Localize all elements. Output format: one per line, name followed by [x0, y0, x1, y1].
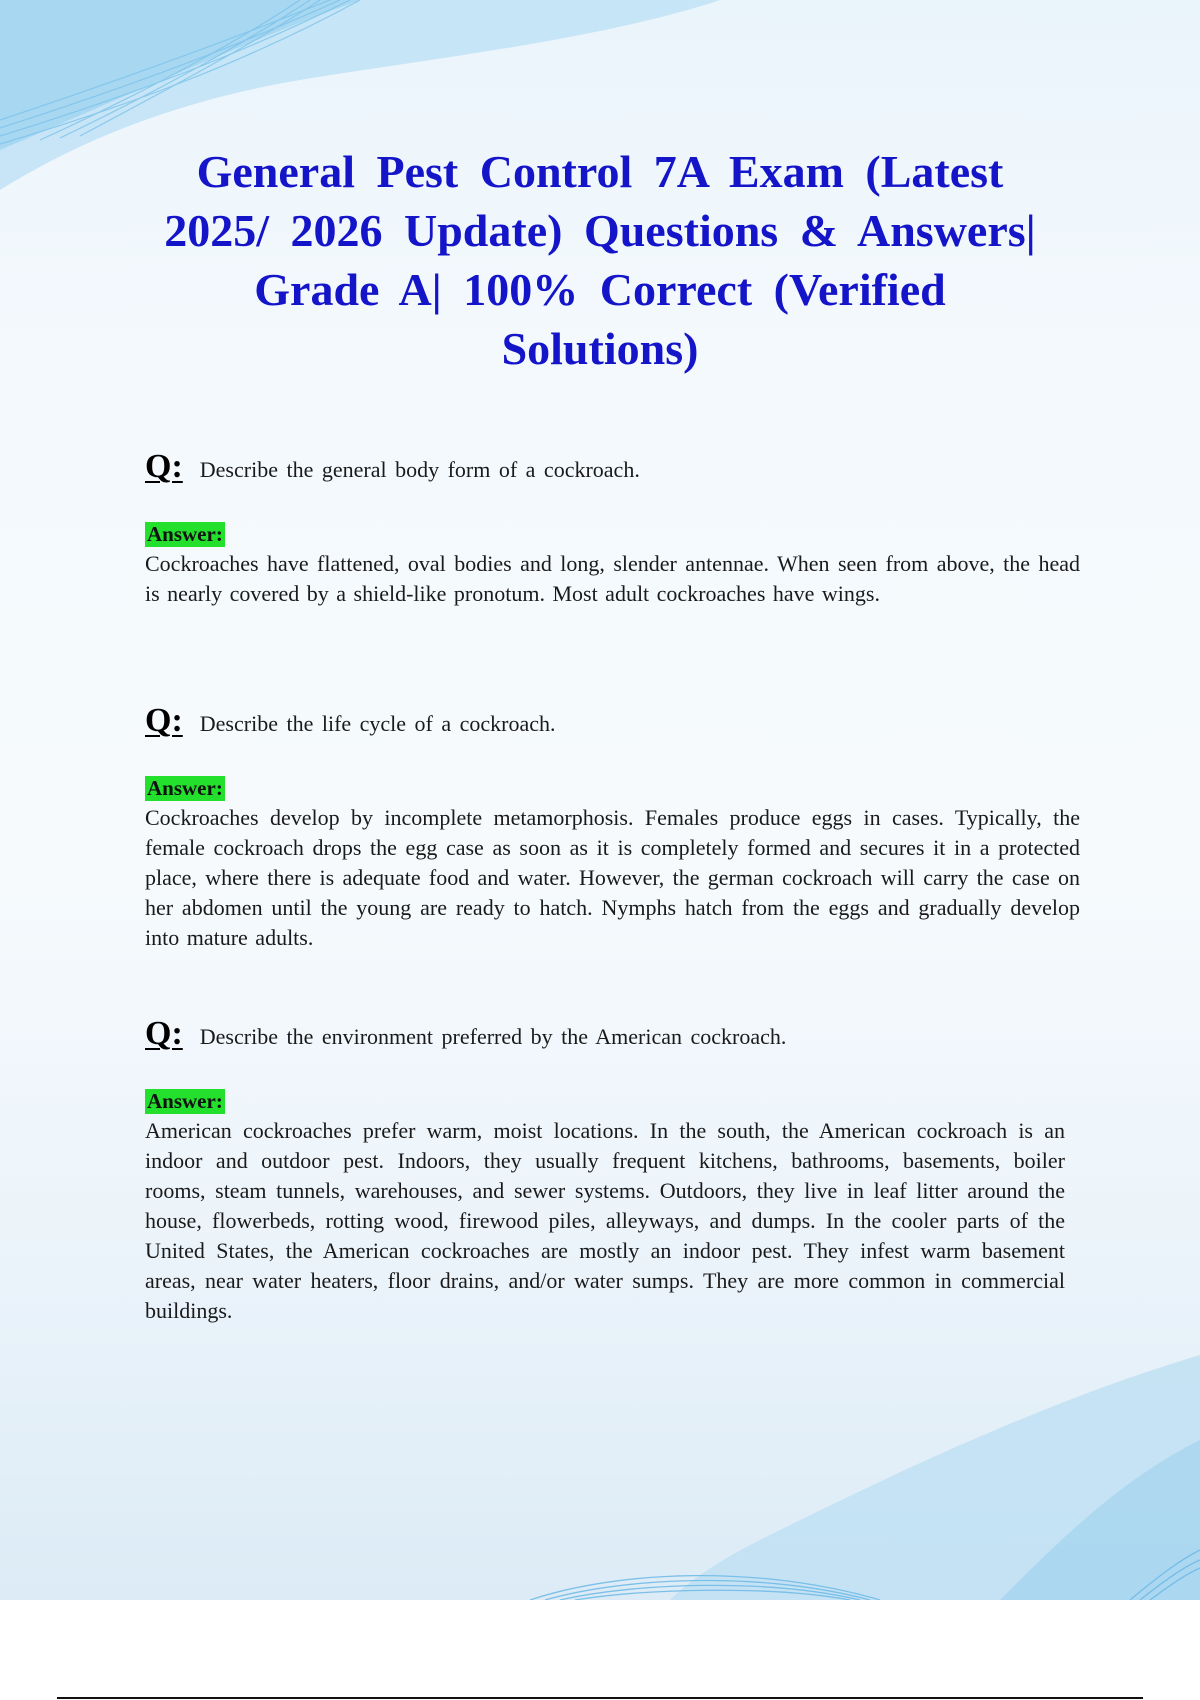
answer-label: Answer: [147, 522, 223, 546]
footer-divider [57, 1697, 1143, 1699]
question-line [145, 1015, 1080, 1053]
question-marker: Q: [145, 448, 183, 485]
question-text: Describe the environment preferred by the American cockroach. [199, 1024, 787, 1049]
answer-text: American cockroaches prefer warm, moist locations. In the south, the American cockroach is an indoor and outdoor pest. Indoors, they usually frequent kitchens, bathrooms, basements, boiler rooms, steam tunnels, warehouses, and sewer systems. Outdoors, they live in leaf litter around the house, flowerbeds, rotting wood, firewood piles, alleyways, and dumps. In the cooler parts of the United States, the American cockroaches are mostly an indoor pest. They infest warm basement areas, near water heaters, floor drains, and/or water sumps. They are more common in commercial buildings. [145, 1118, 1065, 1323]
qa-item [145, 448, 1080, 609]
question-line [145, 448, 1080, 486]
answer-text: Cockroaches have flattened, oval bodies and long, slender antennae. When seen from above, the head is nearly covered by a shield-like pronotum. Most adult cockroaches have wings. [145, 551, 1080, 606]
qa-item [145, 1015, 1080, 1326]
question-marker: Q: [145, 1015, 183, 1052]
question-text: Describe the life cycle of a cockroach. [199, 711, 556, 736]
answer-label: Answer: [147, 1089, 223, 1113]
question-text: Describe the general body form of a cockroach. [199, 457, 640, 482]
answer-label: Answer: [147, 776, 223, 800]
document-title: General Pest Control 7A Exam (Latest 2025/ 2026 Update) Questions & Answers| Grade A| 100% Correct (Verified Solutions) [164, 146, 1036, 374]
answer-text: Cockroaches develop by incomplete metamorphosis. Females produce eggs in cases. Typically, the female cockroach drops the egg case as soon as it is completely formed and secures it in a protected place, where there is adequate food and water. However, the german cockroach will carry the case on her abdomen until the young are ready to hatch. Nymphs hatch from the eggs and gradually develop into mature adults. [145, 805, 1080, 950]
question-line [145, 702, 1080, 740]
question-marker: Q: [145, 702, 183, 739]
qa-item [145, 702, 1080, 953]
